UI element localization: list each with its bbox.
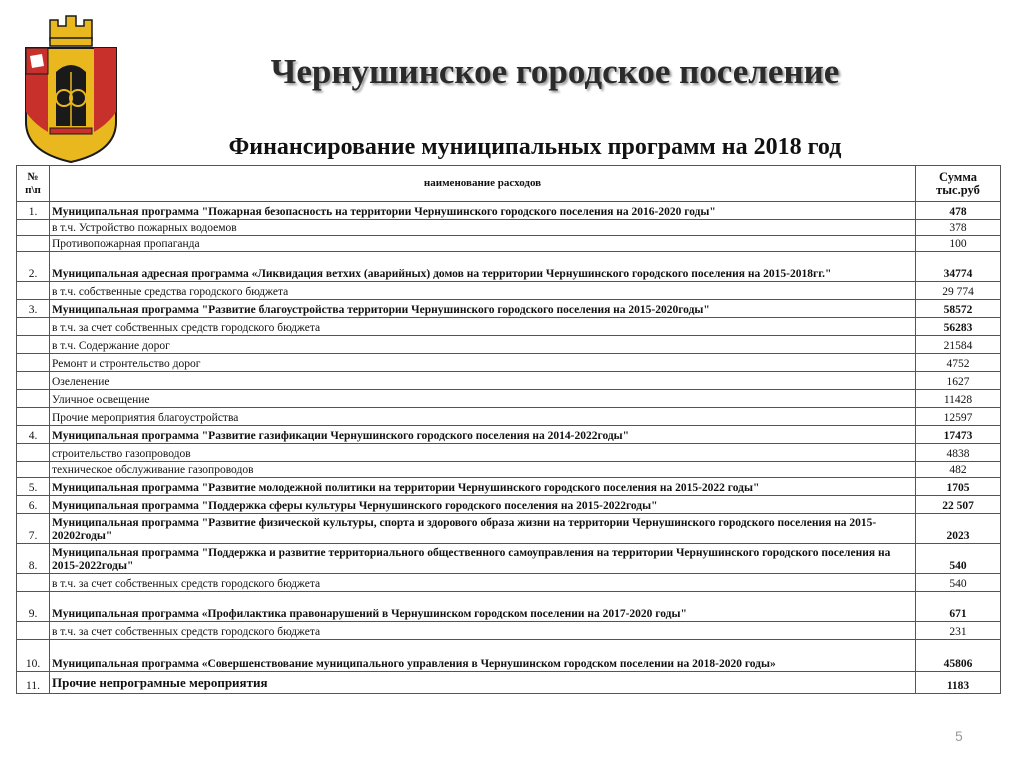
row-sum: 1705 [916, 478, 1001, 496]
row-number: 8. [17, 544, 50, 574]
row-sum: 378 [916, 220, 1001, 236]
row-name: Муниципальная программа "Поддержка и развитие территориального общественного самоуправления на территории Чернушинского городского поселения на 2015-2022годы" [50, 544, 916, 574]
row-sum: 29 774 [916, 282, 1001, 300]
row-sum: 1627 [916, 372, 1001, 390]
table-row [17, 496, 1001, 514]
row-number: 5. [17, 478, 50, 496]
coat-of-arms-icon [22, 12, 120, 164]
table-row [17, 462, 1001, 478]
table-row [17, 640, 1001, 672]
row-sum: 56283 [916, 318, 1001, 336]
row-number [17, 390, 50, 408]
table-row [17, 220, 1001, 236]
row-name: Прочие непрограмные мероприятия [50, 672, 916, 694]
row-sum: 482 [916, 462, 1001, 478]
row-sum: 17473 [916, 426, 1001, 444]
row-sum: 58572 [916, 300, 1001, 318]
table-row [17, 390, 1001, 408]
row-name: Муниципальная программа «Совершенствование муниципального управления в Чернушинском городском поселении на 2018-2020 годы» [50, 640, 916, 672]
row-sum: 45806 [916, 640, 1001, 672]
table-row [17, 252, 1001, 282]
row-number [17, 444, 50, 462]
row-name: в т.ч. за счет собственных средств городского бюджета [50, 622, 916, 640]
row-name: Муниципальная программа "Развитие физической культуры, спорта и здорового образа жизни на территории Чернушинского городского поселения на 2015-20202годы" [50, 514, 916, 544]
row-name: Муниципальная программа "Поддержка сферы культуры Чернушинского городского поселения на 2015-2022годы" [50, 496, 916, 514]
row-name: Ремонт и стронтельство дорог [50, 354, 916, 372]
row-number [17, 220, 50, 236]
row-number: 11. [17, 672, 50, 694]
row-sum: 21584 [916, 336, 1001, 354]
table-row [17, 544, 1001, 574]
table-header-row [17, 166, 1001, 202]
row-sum: 671 [916, 592, 1001, 622]
table-row [17, 592, 1001, 622]
row-number: 10. [17, 640, 50, 672]
row-name: Муниципальная программа "Развитие молодежной политики на территории Чернушинского городского поселения на 2015-2022 годы" [50, 478, 916, 496]
row-sum: 100 [916, 236, 1001, 252]
table-row [17, 372, 1001, 390]
budget-table [16, 165, 1001, 694]
row-number [17, 354, 50, 372]
row-number: 1. [17, 202, 50, 220]
header-num: № п\п [17, 166, 50, 202]
row-number: 2. [17, 252, 50, 282]
row-number [17, 462, 50, 478]
row-sum: 478 [916, 202, 1001, 220]
row-sum: 231 [916, 622, 1001, 640]
page-subtitle: Финансирование муниципальных программ на 2018 год [228, 134, 842, 160]
row-number: 9. [17, 592, 50, 622]
row-number [17, 318, 50, 336]
table-row [17, 318, 1001, 336]
row-sum: 11428 [916, 390, 1001, 408]
page-title: Чернушинское городское поселение [270, 52, 840, 91]
row-name: Противопожарная пропаганда [50, 236, 916, 252]
row-name: Прочие мероприятия благоустройства [50, 408, 916, 426]
table-row [17, 408, 1001, 426]
row-sum: 4752 [916, 354, 1001, 372]
row-sum: 22 507 [916, 496, 1001, 514]
row-name: строительство газопроводов [50, 444, 916, 462]
table-row [17, 426, 1001, 444]
row-number [17, 574, 50, 592]
page-number: 5 [955, 728, 963, 744]
row-number: 6. [17, 496, 50, 514]
row-sum: 540 [916, 544, 1001, 574]
row-name: Уличное освещение [50, 390, 916, 408]
row-sum: 540 [916, 574, 1001, 592]
row-name: в т.ч. собственные средства городского бюджета [50, 282, 916, 300]
row-name: в т.ч. Устройство пожарных водоемов [50, 220, 916, 236]
row-number [17, 336, 50, 354]
row-name: Муниципальная программа "Развитие газификации Чернушинского городского поселения на 2014-2022годы" [50, 426, 916, 444]
row-name: в т.ч. за счет собственных средств городского бюджета [50, 574, 916, 592]
row-sum: 4838 [916, 444, 1001, 462]
row-number [17, 282, 50, 300]
row-name: Муниципальная программа "Развитие благоустройства территории Чернушинского городского поселения на 2015-2020годы" [50, 300, 916, 318]
table-row [17, 282, 1001, 300]
header-name: наименование расходов [50, 166, 916, 202]
table-row [17, 672, 1001, 694]
row-number [17, 408, 50, 426]
row-name: в т.ч. Содержание дорог [50, 336, 916, 354]
row-number: 4. [17, 426, 50, 444]
row-number [17, 236, 50, 252]
row-sum: 2023 [916, 514, 1001, 544]
row-name: Муниципальная адресная программа «Ликвидация ветхих (аварийных) домов на территории Чернушинского городского поселения на 2015-2018гг." [50, 252, 916, 282]
row-name: в т.ч. за счет собственных средств городского бюджета [50, 318, 916, 336]
row-sum: 34774 [916, 252, 1001, 282]
table-row [17, 514, 1001, 544]
header-sum: Сумма тыс.руб [916, 166, 1001, 202]
table-row [17, 622, 1001, 640]
table-row [17, 336, 1001, 354]
row-name: Озеленение [50, 372, 916, 390]
row-name: Муниципальная программа "Пожарная безопасность на территории Чернушинского городского поселения на 2016-2020 годы" [50, 202, 916, 220]
row-sum: 1183 [916, 672, 1001, 694]
table-row [17, 444, 1001, 462]
row-number [17, 372, 50, 390]
row-sum: 12597 [916, 408, 1001, 426]
row-number [17, 622, 50, 640]
row-name: техническое обслуживание газопроводов [50, 462, 916, 478]
table-row [17, 354, 1001, 372]
table-row [17, 574, 1001, 592]
row-number: 3. [17, 300, 50, 318]
table-row [17, 236, 1001, 252]
table-row [17, 300, 1001, 318]
row-name: Муниципальная программа «Профилактика правонарушений в Чернушинском городском поселении на 2017-2020 годы" [50, 592, 916, 622]
row-number: 7. [17, 514, 50, 544]
table-row [17, 202, 1001, 220]
table-row [17, 478, 1001, 496]
